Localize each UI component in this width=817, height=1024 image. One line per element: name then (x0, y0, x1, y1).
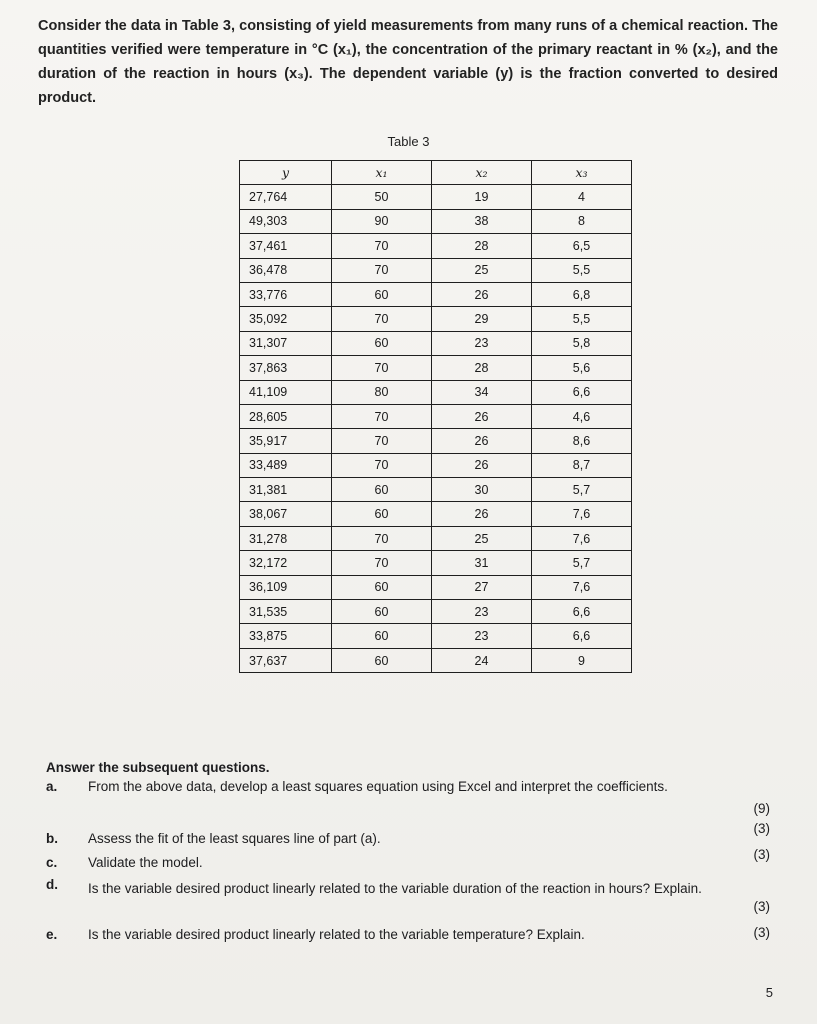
cell-x1: 70 (332, 404, 432, 428)
cell-y: 35,917 (240, 429, 332, 453)
cell-y: 36,478 (240, 258, 332, 282)
cell-x1: 70 (332, 258, 432, 282)
cell-y: 49,303 (240, 209, 332, 233)
cell-x3: 6,6 (532, 600, 632, 624)
question-text: From the above data, develop a least squares equation using Excel and interpret the coefficients. (88, 779, 668, 794)
question-letter: b. (46, 831, 58, 846)
intro-paragraph: Consider the data in Table 3, consisting of yield measurements from many runs of a chemical reaction. The quantities verified were temperature in °C (x₁), the concentration of the primary reactant in % (x₂), and the duration of the reaction in hours (x₃). The dependent variable (y) is the fraction converted to desired product. (38, 18, 778, 106)
question-marks: (9) (753, 801, 770, 816)
cell-x2: 26 (432, 282, 532, 306)
question-d (46, 877, 776, 927)
cell-x1: 60 (332, 575, 432, 599)
cell-y: 38,067 (240, 502, 332, 526)
question-text: Assess the fit of the least squares line of part (a). (88, 831, 381, 846)
table-row (240, 209, 632, 233)
question-text: Is the variable desired product linearly related to the variable temperature? Explain. (88, 927, 585, 942)
table-row (240, 648, 632, 672)
cell-x2: 23 (432, 624, 532, 648)
cell-x1: 60 (332, 600, 432, 624)
questions-heading: Answer the subsequent questions. (46, 760, 270, 775)
data-table (239, 160, 632, 673)
questions-section (46, 760, 776, 953)
cell-y: 31,278 (240, 526, 332, 550)
cell-x1: 70 (332, 429, 432, 453)
table-row (240, 258, 632, 282)
cell-x3: 5,8 (532, 331, 632, 355)
cell-x3: 8 (532, 209, 632, 233)
table-row (240, 551, 632, 575)
cell-x3: 6,6 (532, 380, 632, 404)
cell-x2: 24 (432, 648, 532, 672)
cell-x3: 6,6 (532, 624, 632, 648)
cell-x3: 4 (532, 185, 632, 209)
cell-x3: 9 (532, 648, 632, 672)
cell-x2: 26 (432, 429, 532, 453)
cell-x2: 26 (432, 453, 532, 477)
cell-x3: 5,6 (532, 356, 632, 380)
cell-x1: 50 (332, 185, 432, 209)
question-letter: e. (46, 927, 58, 942)
cell-x2: 29 (432, 307, 532, 331)
cell-x1: 70 (332, 526, 432, 550)
cell-x3: 5,7 (532, 551, 632, 575)
cell-x3: 7,6 (532, 502, 632, 526)
cell-x1: 70 (332, 234, 432, 258)
cell-y: 37,863 (240, 356, 332, 380)
cell-x1: 70 (332, 453, 432, 477)
cell-y: 33,776 (240, 282, 332, 306)
cell-x3: 5,5 (532, 258, 632, 282)
header-x3: x₃ (532, 161, 632, 185)
cell-x2: 25 (432, 258, 532, 282)
cell-y: 41,109 (240, 380, 332, 404)
table-row (240, 526, 632, 550)
table-row (240, 282, 632, 306)
cell-y: 36,109 (240, 575, 332, 599)
table-header-row (240, 161, 632, 185)
question-marks: (3) (753, 847, 770, 862)
question-marks: (3) (753, 925, 770, 940)
table-row (240, 234, 632, 258)
cell-x2: 28 (432, 356, 532, 380)
question-letter: d. (46, 877, 58, 892)
cell-x3: 7,6 (532, 575, 632, 599)
cell-x2: 26 (432, 404, 532, 428)
cell-x2: 23 (432, 600, 532, 624)
cell-y: 33,875 (240, 624, 332, 648)
cell-x2: 26 (432, 502, 532, 526)
question-letter: c. (46, 855, 58, 870)
cell-x3: 6,5 (532, 234, 632, 258)
question-a-marks-row (46, 799, 776, 827)
cell-x3: 5,7 (532, 478, 632, 502)
cell-x2: 31 (432, 551, 532, 575)
cell-x2: 34 (432, 380, 532, 404)
cell-x2: 19 (432, 185, 532, 209)
cell-x1: 60 (332, 282, 432, 306)
question-a (46, 779, 776, 799)
header-y: y (240, 161, 332, 185)
cell-y: 32,172 (240, 551, 332, 575)
table-row (240, 185, 632, 209)
header-x2: x₂ (432, 161, 532, 185)
cell-x1: 60 (332, 624, 432, 648)
table-row (240, 575, 632, 599)
cell-x1: 70 (332, 551, 432, 575)
cell-x3: 8,6 (532, 429, 632, 453)
cell-y: 37,461 (240, 234, 332, 258)
cell-x1: 60 (332, 502, 432, 526)
cell-y: 31,307 (240, 331, 332, 355)
table-row (240, 502, 632, 526)
table-body (240, 185, 632, 673)
cell-x1: 80 (332, 380, 432, 404)
cell-y: 31,381 (240, 478, 332, 502)
cell-x2: 28 (432, 234, 532, 258)
cell-x2: 30 (432, 478, 532, 502)
question-e (46, 927, 776, 953)
table-row (240, 453, 632, 477)
cell-x3: 4,6 (532, 404, 632, 428)
cell-x1: 60 (332, 648, 432, 672)
table-row (240, 478, 632, 502)
cell-x1: 70 (332, 307, 432, 331)
cell-y: 27,764 (240, 185, 332, 209)
question-b (46, 821, 776, 855)
cell-x1: 60 (332, 331, 432, 355)
table-row (240, 404, 632, 428)
question-text: Is the variable desired product linearly related to the variable duration of the reaction in hours? Explain. (88, 881, 702, 896)
cell-x2: 23 (432, 331, 532, 355)
cell-x1: 90 (332, 209, 432, 233)
table-row (240, 600, 632, 624)
cell-x1: 60 (332, 478, 432, 502)
page-number: 5 (765, 985, 773, 1000)
table-title: Table 3 (387, 134, 430, 149)
cell-y: 37,637 (240, 648, 332, 672)
cell-x2: 25 (432, 526, 532, 550)
table-row (240, 356, 632, 380)
cell-y: 31,535 (240, 600, 332, 624)
cell-x2: 27 (432, 575, 532, 599)
cell-x1: 70 (332, 356, 432, 380)
cell-x2: 38 (432, 209, 532, 233)
cell-y: 33,489 (240, 453, 332, 477)
question-marks: (3) (753, 821, 770, 836)
cell-x3: 6,8 (532, 282, 632, 306)
cell-y: 35,092 (240, 307, 332, 331)
table-row (240, 331, 632, 355)
table-row (240, 624, 632, 648)
cell-x3: 8,7 (532, 453, 632, 477)
cell-y: 28,605 (240, 404, 332, 428)
table-row (240, 429, 632, 453)
question-text: Validate the model. (88, 855, 203, 870)
cell-x3: 7,6 (532, 526, 632, 550)
header-x1: x₁ (332, 161, 432, 185)
question-marks: (3) (753, 899, 770, 914)
table-row (240, 307, 632, 331)
cell-x3: 5,5 (532, 307, 632, 331)
table-row (240, 380, 632, 404)
question-letter: a. (46, 779, 58, 794)
